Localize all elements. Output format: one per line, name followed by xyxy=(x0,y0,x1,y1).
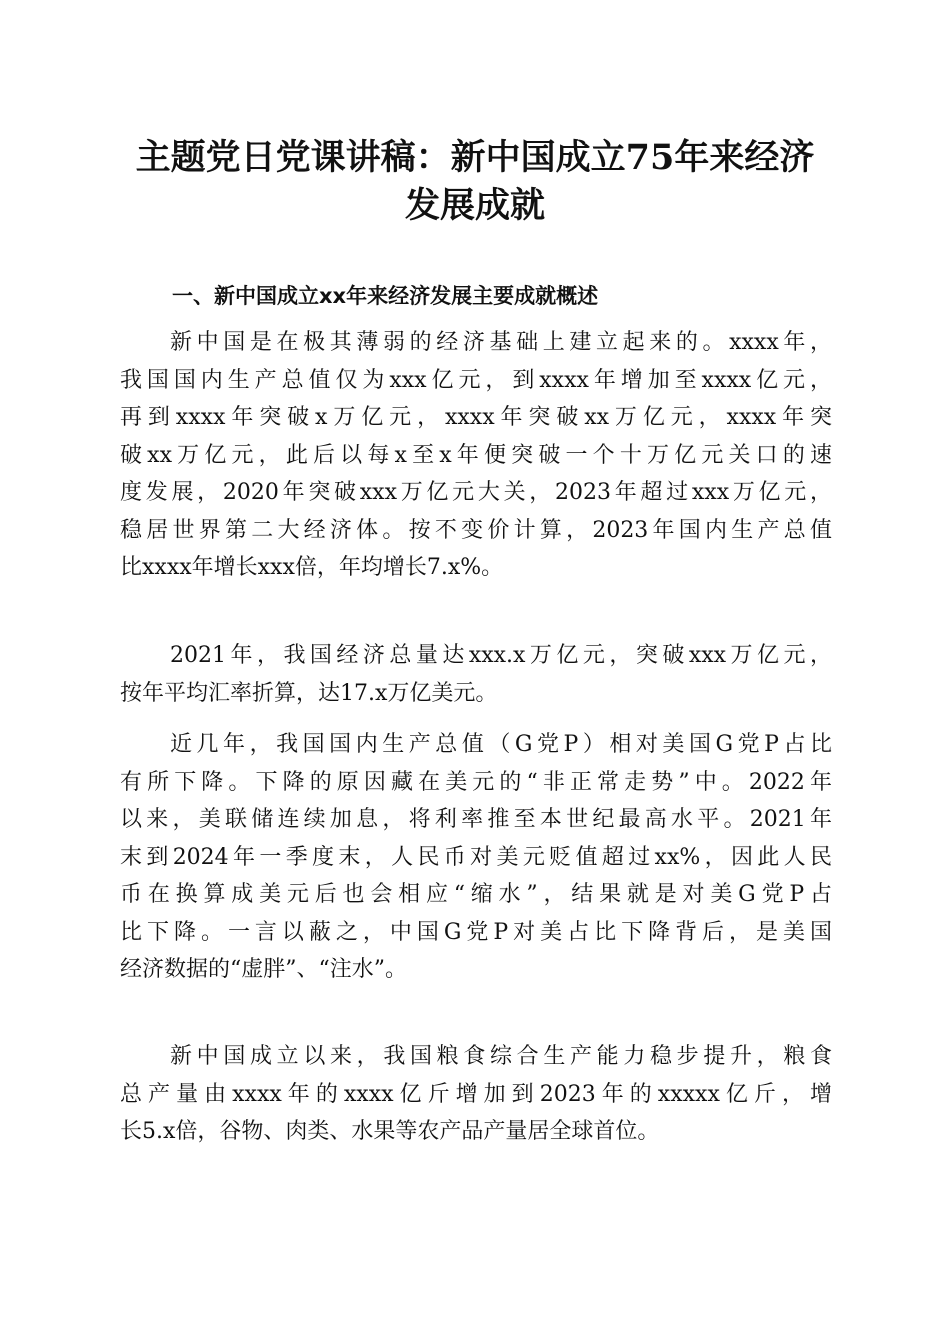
paragraph-line: 经济数据的“虚胖”、“注水”。 xyxy=(120,957,407,982)
paragraph-4 xyxy=(120,1038,832,1151)
paragraph-line: 新中国成立以来，我国粮食综合生产能力稳步提升，粮食 xyxy=(170,1044,832,1069)
paragraph-line: 近几年，我国国内生产总值（G党P）相对美国G党P占比 xyxy=(170,732,832,757)
paragraph-line: 2021年，我国经济总量达xxx.x万亿元，突破xxx万亿元， xyxy=(170,643,832,668)
paragraph-line: 比下降。一言以蔽之，中国G党P对美占比下降背后，是美国 xyxy=(120,919,832,945)
paragraph-line: 按年平均汇率折算，达17.x万亿美元。 xyxy=(120,680,498,706)
paragraph-line: 度发展，2020年突破xxx万亿元大关，2023年超过xxx万亿元， xyxy=(120,480,832,505)
paragraph-line: 新中国是在极其薄弱的经济基础上建立起来的。xxxx年， xyxy=(170,330,832,355)
title-line-1: 主题党日党课讲稿：新中国成立75年来经济 xyxy=(135,137,815,178)
paragraph-line: 稳居世界第二大经济体。按不变价计算，2023年国内生产总值 xyxy=(120,517,832,543)
title-line-2: 发展成就 xyxy=(404,185,545,226)
paragraph-1 xyxy=(120,324,832,587)
paragraph-2 xyxy=(120,637,832,712)
paragraph-line: 币在换算成美元后也会相应“缩水”，结果就是对美G党P占 xyxy=(120,882,832,907)
paragraph-line: 以来，美联储连续加息，将利率推至本世纪最高水平。2021年 xyxy=(120,807,832,832)
document-title xyxy=(100,134,850,230)
section-heading: 一、新中国成立xx年来经济发展主要成就概述 xyxy=(172,284,599,308)
paragraph-line: 末到2024年一季度末，人民币对美元贬值超过xx%，因此人民 xyxy=(120,844,832,870)
paragraph-line: 长5.x倍，谷物、肉类、水果等农产品产量居全球首位。 xyxy=(120,1119,660,1144)
paragraph-3 xyxy=(120,726,832,989)
paragraph-line: 总产量由xxxx年的xxxx亿斤增加到2023年的xxxxx亿斤，增 xyxy=(120,1081,832,1107)
paragraph-line: 比xxxx年增长xxx倍，年均增长7.x%。 xyxy=(120,555,504,580)
paragraph-line: 我国国内生产总值仅为xxx亿元，到xxxx年增加至xxxx亿元， xyxy=(120,367,832,393)
paragraph-line: 破xx万亿元，此后以每x至x年便突破一个十万亿元关口的速 xyxy=(120,442,832,468)
paragraph-line: 有所下降。下降的原因藏在美元的“非正常走势”中。2022年 xyxy=(120,769,832,795)
paragraph-line: 再到xxxx年突破x万亿元，xxxx年突破xx万亿元，xxxx年突 xyxy=(120,405,832,430)
